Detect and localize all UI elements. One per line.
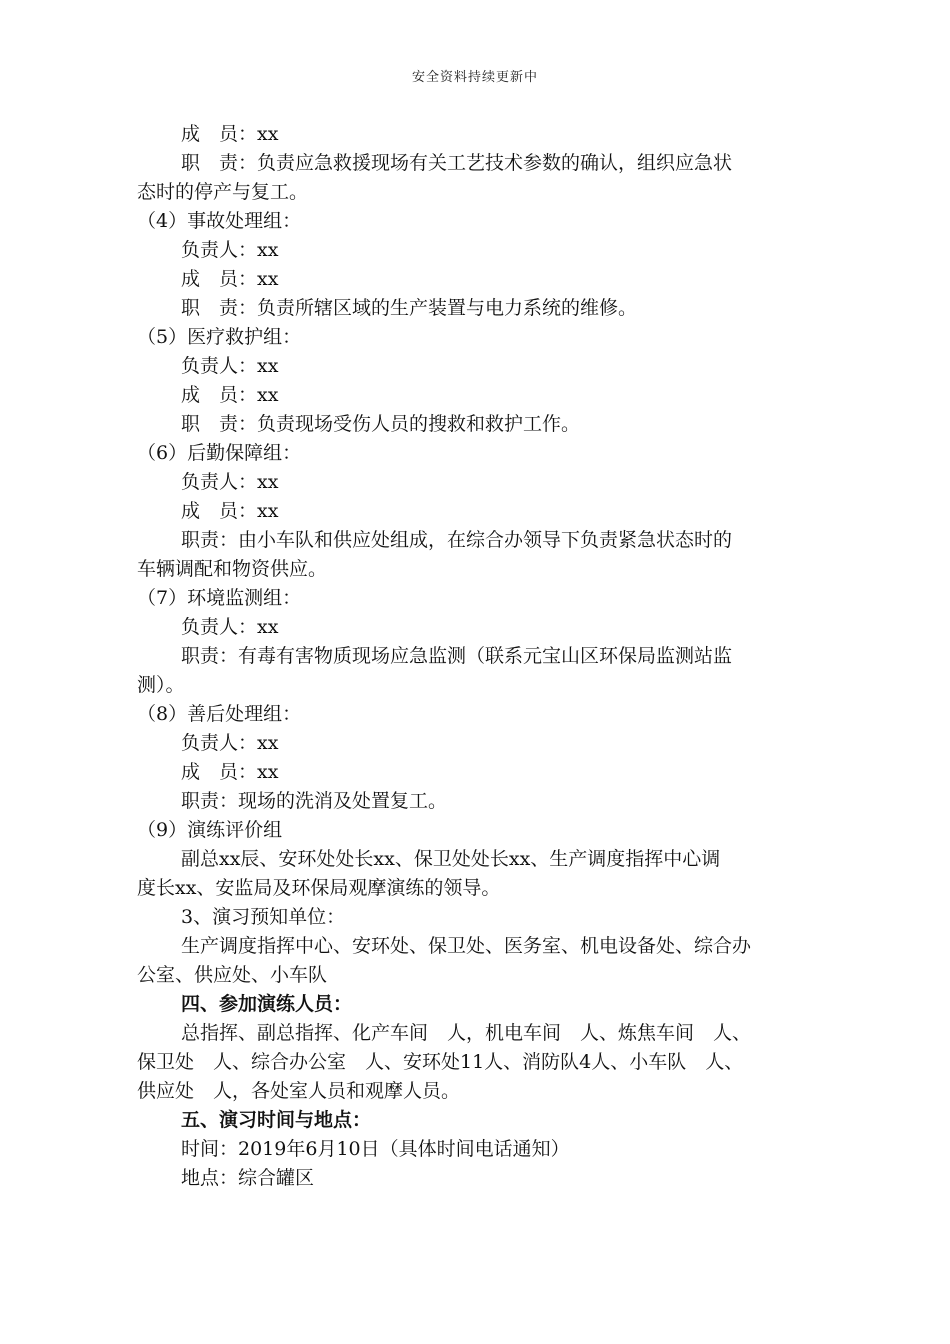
text-line: 总指挥、副总指挥、化产车间 人，机电车间 人、炼焦车间 人、 [181,1022,752,1044]
text-line: 职责：有毒有害物质现场应急监测（联系元宝山区环保局监测站监 [181,645,733,667]
text-line: 供应处 人，各处室人员和观摩人员。 [137,1080,461,1102]
section-heading: （7）环境监测组： [137,587,302,609]
text-line: 态时的停产与复工。 [137,181,309,203]
text-line: 度长xx、安监局及环保局观摩演练的领导。 [137,877,501,899]
text-line: 负责人：xx [181,616,279,638]
text-line: 成 员：xx [181,123,279,145]
text-line: 职责：由小车队和供应处组成，在综合办领导下负责紧急状态时的 [181,529,733,551]
text-line: 负责人：xx [181,239,279,261]
text-line: 职责：现场的洗消及处置复工。 [181,790,448,812]
text-line: 地点：综合罐区 [181,1167,315,1189]
section-heading: （4）事故处理组： [137,210,302,232]
text-line: 车辆调配和物资供应。 [137,558,328,580]
text-line: 生产调度指挥中心、安环处、保卫处、医务室、机电设备处、综合办 [181,935,752,957]
section-heading: 五、演习时间与地点： [181,1109,372,1131]
text-line: 负责人：xx [181,732,279,754]
text-line: 测）。 [137,674,185,696]
text-line: 保卫处 人、综合办公室 人、安环处11人、消防队4人、小车队 人、 [137,1051,744,1073]
text-line: 负责人：xx [181,355,279,377]
text-line: 职 责：负责现场受伤人员的搜救和救护工作。 [181,413,581,435]
text-line: 成 员：xx [181,268,279,290]
text-line: 负责人：xx [181,471,279,493]
text-line: 成 员：xx [181,384,279,406]
text-line: 职 责：负责应急救援现场有关工艺技术参数的确认，组织应急状 [181,152,733,174]
text-line: 成 员：xx [181,500,279,522]
text-line: 时间：2019年6月10日（具体时间电话通知） [181,1138,570,1160]
section-heading: （8）善后处理组： [137,703,302,725]
text-line: 副总xx辰、安环处处长xx、保卫处处长xx、生产调度指挥中心调 [181,848,721,870]
text-line: 职 责：负责所辖区域的生产装置与电力系统的维修。 [181,297,638,319]
section-heading: （6）后勤保障组： [137,442,302,464]
page-header: 安全资料持续更新中 [411,70,538,85]
section-heading: （5）医疗救护组： [137,326,302,348]
text-line: 公室、供应处、小车队 [137,964,328,986]
section-heading: 四、参加演练人员： [181,993,353,1015]
text-line: 3、演习预知单位： [181,906,346,928]
section-heading: （9）演练评价组 [137,819,283,841]
text-line: 成 员：xx [181,761,279,783]
